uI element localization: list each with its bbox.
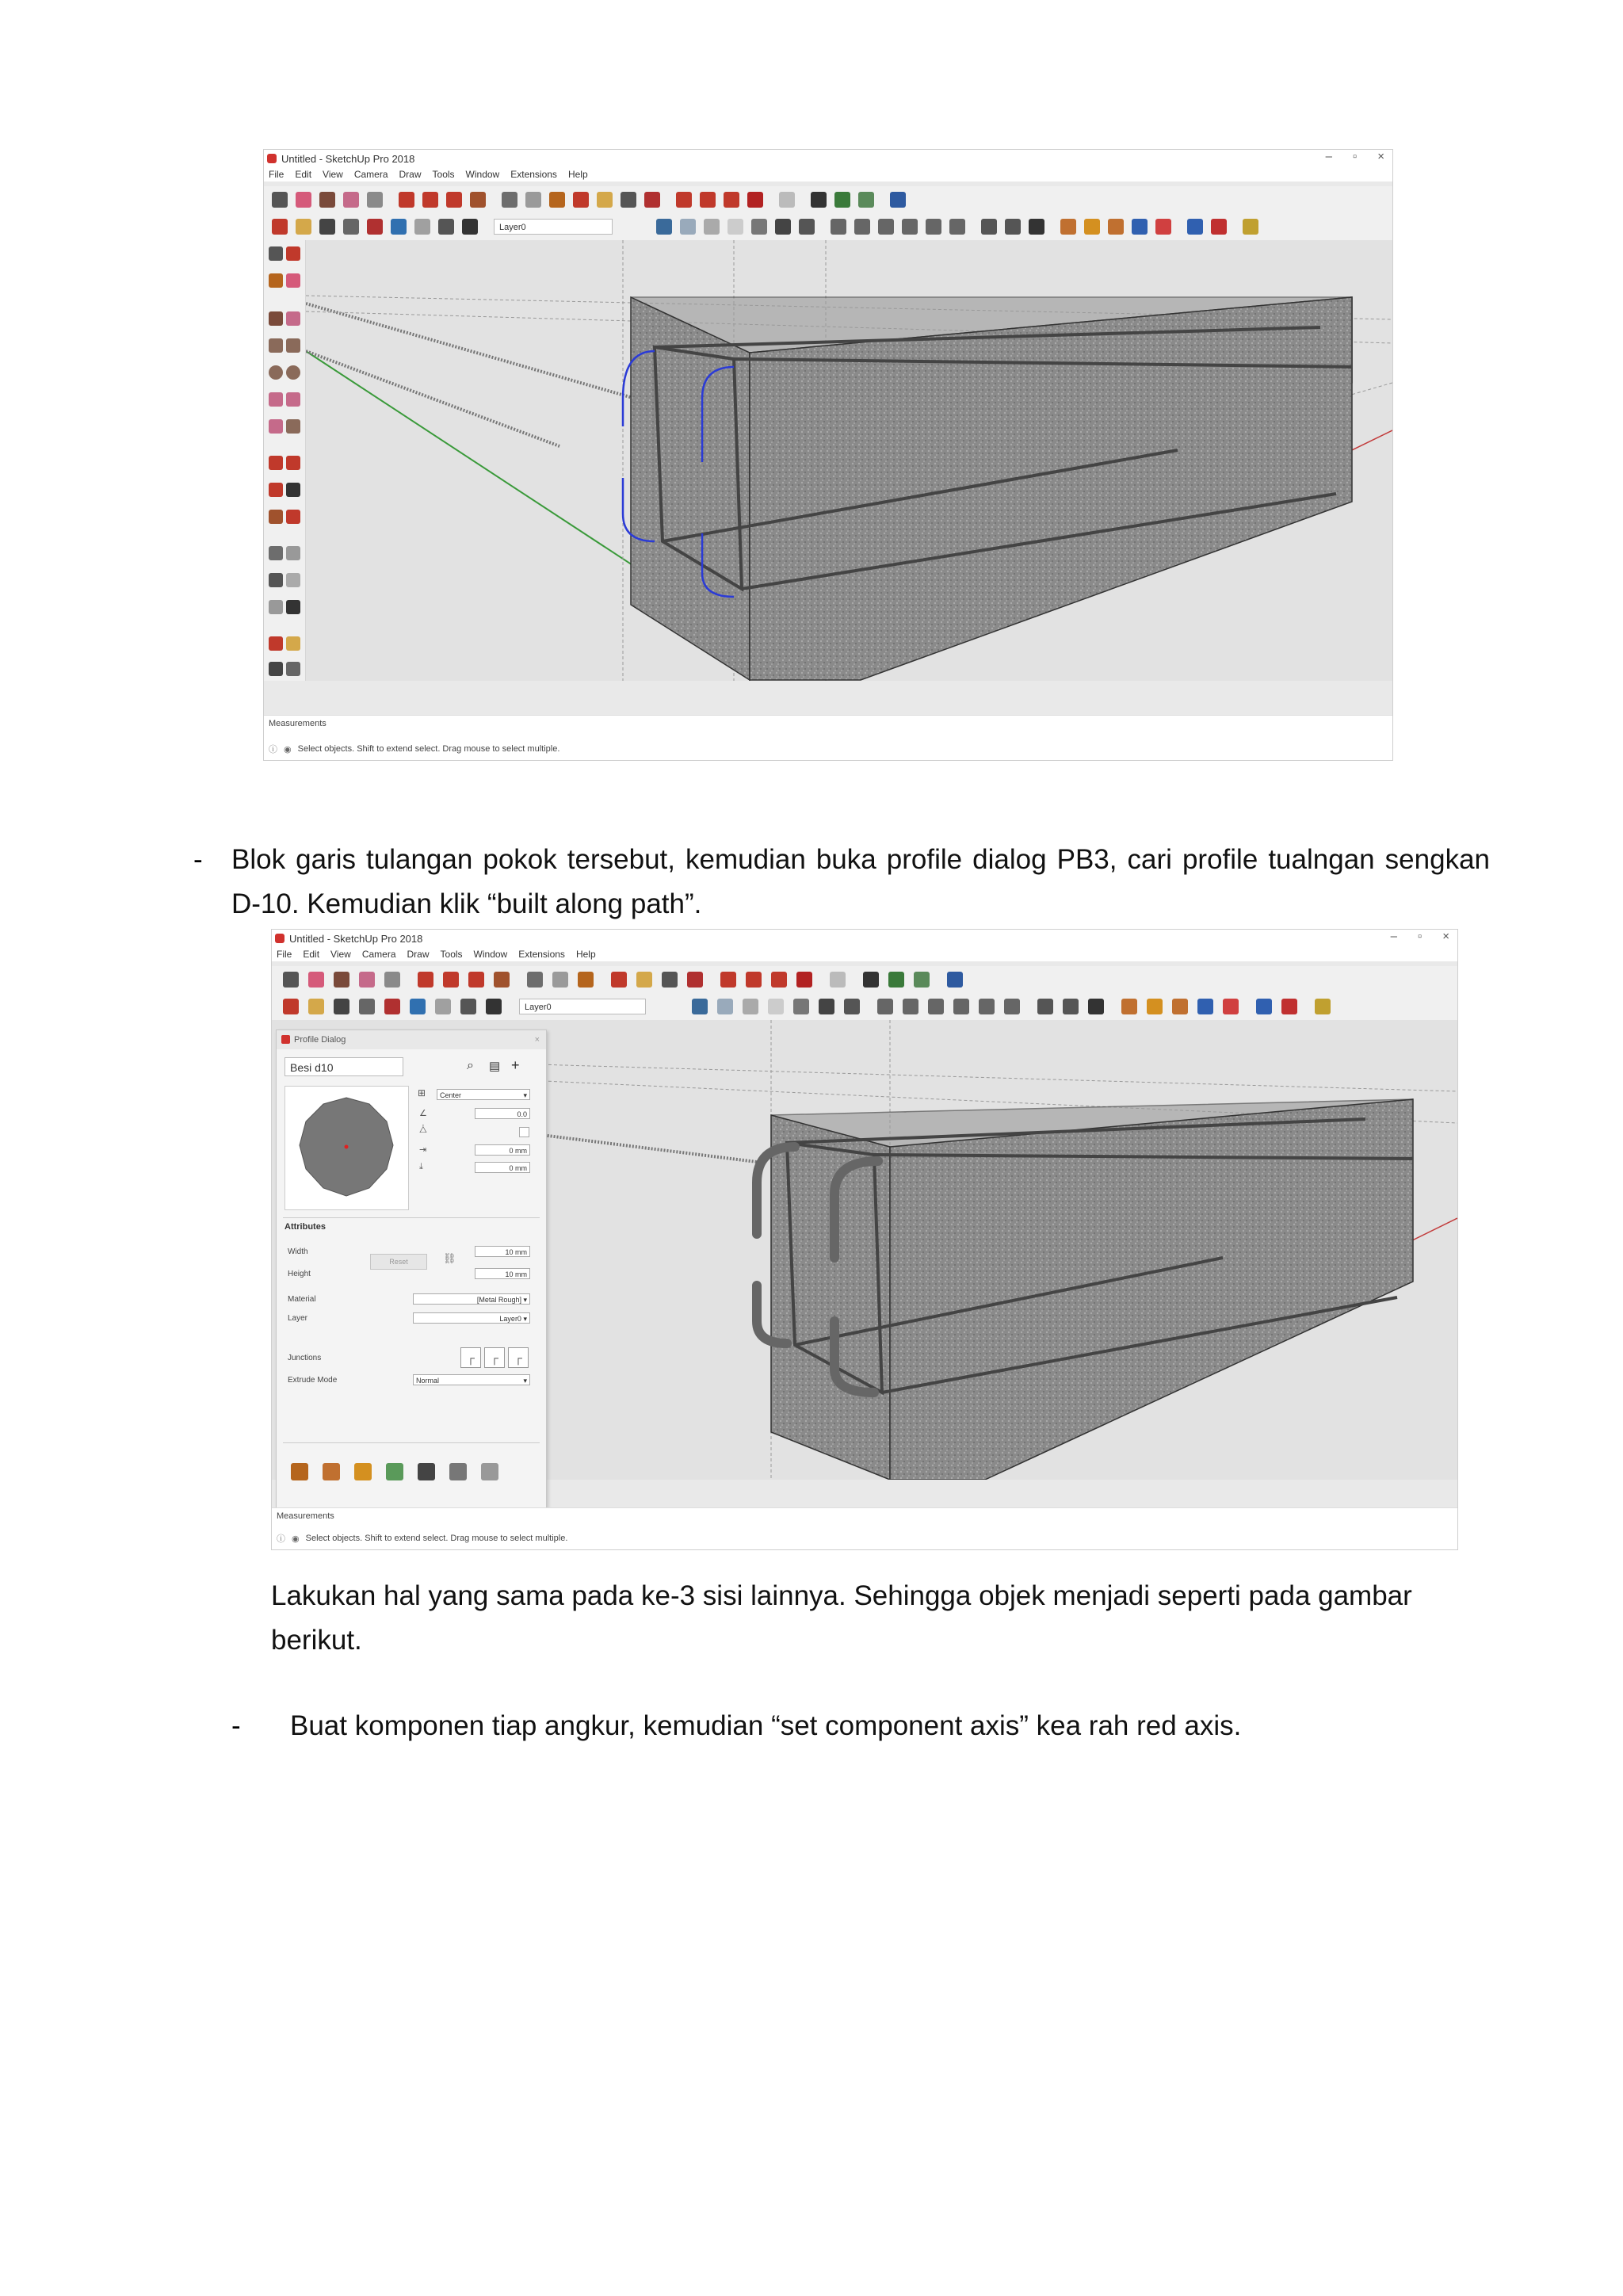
3dtext-tool-icon[interactable] (286, 600, 300, 614)
polygon-tool-icon[interactable] (286, 365, 300, 380)
divider (283, 1217, 540, 1218)
look-around-icon[interactable] (460, 999, 476, 1014)
dimension-tool-icon[interactable] (286, 546, 300, 560)
tool-icon[interactable] (1315, 999, 1331, 1014)
select-tool-icon[interactable] (272, 192, 288, 208)
menu-edit[interactable]: Edit (303, 949, 320, 960)
alignment-value: Center (440, 1091, 462, 1099)
tool-icon[interactable] (1256, 999, 1272, 1014)
material-icon[interactable] (1108, 219, 1124, 235)
window-title: Untitled - SketchUp Pro 2018 (281, 152, 415, 165)
sketchup-logo-icon (267, 154, 277, 163)
tape-tool-icon[interactable] (269, 546, 283, 560)
save-icon[interactable]: ▤ (489, 1060, 501, 1073)
status-bar (264, 715, 1392, 760)
angle-field[interactable] (475, 1108, 530, 1119)
offset-tool-icon[interactable] (286, 510, 300, 524)
front-view-icon[interactable] (878, 219, 894, 235)
list-dash: - (193, 844, 203, 875)
status-hint: Select objects. Shift to extend select. Drag mouse to select multiple. (297, 744, 560, 754)
measurements-label: Measurements (269, 719, 327, 728)
monochrome-icon[interactable] (799, 219, 815, 235)
zoom-extents-icon[interactable] (687, 972, 703, 988)
pushpull-tool-icon[interactable] (286, 456, 300, 470)
eraser-tool-icon[interactable] (296, 192, 311, 208)
profile-builder-icon (281, 1035, 290, 1044)
shaded-icon[interactable] (793, 999, 809, 1014)
menu-camera[interactable]: Camera (353, 169, 388, 180)
zoom-tool-icon[interactable] (621, 192, 636, 208)
material-icon[interactable] (1172, 999, 1188, 1014)
menu-window[interactable]: Window (473, 949, 508, 960)
back-edges-icon[interactable] (717, 999, 733, 1014)
monochrome-icon[interactable] (844, 999, 860, 1014)
paragraph-component-axis: Buat komponen tiap angkur, kemudian “set component axis” kea rah red axis. (290, 1710, 1242, 1741)
extension-warehouse-icon[interactable] (746, 972, 762, 988)
window-controls (1326, 150, 1384, 163)
line-tool-icon[interactable] (319, 192, 335, 208)
menu-view[interactable]: View (323, 169, 343, 180)
select-tool-icon[interactable] (283, 972, 299, 988)
scenes-icon[interactable] (888, 972, 904, 988)
height-value: 10 mm (505, 1270, 527, 1278)
iso-view-icon[interactable] (831, 219, 846, 235)
extrude-mode-value: Normal (416, 1377, 440, 1385)
material-value: [Metal Rough] (476, 1296, 521, 1304)
junctions-label: Junctions (288, 1354, 322, 1362)
ruby-icon[interactable] (796, 972, 812, 988)
material-icon[interactable] (1223, 999, 1239, 1014)
back-edges-icon[interactable] (680, 219, 696, 235)
arc-tool-icon[interactable] (343, 192, 359, 208)
material-icon[interactable] (1060, 219, 1076, 235)
profile-shape (285, 1087, 408, 1209)
menu-extensions[interactable]: Extensions (510, 169, 557, 180)
chevron-down-icon: ▾ (523, 1315, 527, 1323)
layer-value: Layer0 (499, 1315, 521, 1323)
right-view-icon[interactable] (902, 219, 918, 235)
width-label: Width (288, 1247, 308, 1256)
secondary-toolbar (264, 213, 1392, 241)
zoom-window-icon[interactable] (286, 662, 300, 676)
hidden-line-icon[interactable] (727, 219, 743, 235)
layout-icon[interactable] (771, 972, 787, 988)
arc-tool-icon[interactable] (269, 392, 283, 407)
rotate-tool-icon[interactable] (269, 483, 283, 497)
minimize-icon[interactable]: – (1390, 930, 1397, 943)
concrete-block-body (750, 297, 1352, 680)
orbit-tool-icon[interactable] (308, 999, 324, 1014)
zoom-extents-icon[interactable] (367, 219, 383, 235)
menu-bar (272, 947, 1457, 961)
link-icon[interactable]: ⛓ (443, 1252, 456, 1264)
level-icon[interactable] (449, 1463, 467, 1480)
line-tool-icon[interactable] (269, 311, 283, 326)
position-camera-icon[interactable] (435, 999, 451, 1014)
chevron-down-icon: ▾ (523, 1091, 527, 1099)
pushpull-tool-icon[interactable] (418, 972, 433, 988)
offset-y-field[interactable] (475, 1162, 530, 1173)
left-tool-palette (264, 240, 306, 681)
axes-tool-icon[interactable] (269, 600, 283, 614)
concrete-block-front (631, 297, 750, 680)
rotated-rect-icon[interactable] (286, 338, 300, 353)
extension-warehouse-icon[interactable] (700, 192, 716, 208)
height-label: Height (288, 1270, 311, 1278)
ruby-icon[interactable] (747, 192, 763, 208)
followme-tool-icon[interactable] (286, 483, 300, 497)
section-plane-icon[interactable] (462, 219, 478, 235)
left-view-icon[interactable] (1004, 999, 1020, 1014)
tool-icon[interactable] (1187, 219, 1203, 235)
menu-tools[interactable]: Tools (440, 949, 463, 960)
menu-extensions[interactable]: Extensions (518, 949, 565, 960)
menu-camera[interactable]: Camera (361, 949, 396, 960)
material-label: Material (288, 1295, 316, 1304)
divider (283, 1442, 540, 1443)
back-view-icon[interactable] (926, 219, 941, 235)
sketchup-logo-icon (275, 934, 285, 943)
main-toolbar (272, 966, 1457, 994)
width-field[interactable] (475, 1246, 530, 1257)
wireframe-icon[interactable] (704, 219, 720, 235)
orbit-tool-icon[interactable] (269, 636, 283, 651)
shape-tool-icon[interactable] (367, 192, 383, 208)
rectangle-tool-icon[interactable] (269, 338, 283, 353)
layer-dropdown[interactable] (519, 999, 646, 1014)
layer-label: Layer (288, 1314, 308, 1323)
menu-file[interactable]: File (277, 949, 292, 960)
line-tool-icon[interactable] (334, 972, 349, 988)
maximize-icon[interactable]: ▫ (1417, 930, 1423, 943)
zoom-tool-icon[interactable] (662, 972, 678, 988)
hatched-rebar-line (306, 351, 559, 446)
pb3-tool-icon[interactable] (981, 219, 997, 235)
window-controls (1391, 930, 1449, 943)
hatched-rebar-line (510, 1131, 763, 1163)
menu-edit[interactable]: Edit (295, 169, 312, 180)
path-tool-icon[interactable] (386, 1463, 403, 1480)
account-icon[interactable] (779, 192, 795, 208)
pb3-tool-icon[interactable] (1037, 999, 1053, 1014)
close-icon[interactable]: × (1377, 150, 1384, 163)
pb3-tool-icon[interactable] (1063, 999, 1079, 1014)
secondary-toolbar (272, 993, 1457, 1021)
walk-icon[interactable] (391, 219, 407, 235)
zoom-tool-icon[interactable] (269, 662, 283, 676)
pencil-icon[interactable] (481, 1463, 498, 1480)
layer-select[interactable] (413, 1312, 530, 1324)
scale-tool-icon[interactable] (494, 972, 510, 988)
zoom-extents-icon[interactable] (384, 999, 400, 1014)
status-hint-row (269, 743, 559, 755)
walk-icon[interactable] (410, 999, 426, 1014)
orbit-tool-icon[interactable] (611, 972, 627, 988)
look-around-icon[interactable] (438, 219, 454, 235)
pan-tool-icon[interactable] (272, 219, 288, 235)
report-icon[interactable] (418, 1463, 435, 1480)
menu-help[interactable]: Help (575, 949, 596, 960)
top-view-icon[interactable] (903, 999, 918, 1014)
menu-view[interactable]: View (330, 949, 351, 960)
paint-tool-icon[interactable] (578, 972, 594, 988)
material-icon[interactable] (1197, 999, 1213, 1014)
pan-tool-icon[interactable] (286, 636, 300, 651)
guide-line (510, 1064, 1457, 1091)
width-value: 10 mm (505, 1248, 527, 1256)
offset-x-icon: ⇥ (419, 1145, 427, 1155)
paint-tool-icon[interactable] (549, 192, 565, 208)
window-titlebar (264, 150, 1392, 167)
reset-button[interactable] (370, 1254, 427, 1270)
pb3-tool-icon[interactable] (1088, 999, 1104, 1014)
extrude-mode-label: Extrude Mode (288, 1376, 338, 1385)
xray-icon[interactable] (656, 219, 672, 235)
freehand-tool-icon[interactable] (286, 311, 300, 326)
material-select[interactable] (413, 1293, 530, 1305)
wireframe-icon[interactable] (743, 999, 758, 1014)
top-view-icon[interactable] (854, 219, 870, 235)
warehouse-icon[interactable] (676, 192, 692, 208)
status-hint: Select objects. Shift to extend select. Drag mouse to select multiple. (305, 1534, 568, 1543)
layer-dropdown[interactable] (494, 219, 613, 235)
arc-tool-icon[interactable] (359, 972, 375, 988)
offset-y-value: 0 mm (509, 1164, 527, 1172)
list-dash: - (231, 1710, 241, 1741)
shape-tool-icon[interactable] (384, 972, 400, 988)
paragraph-step-block: Blok garis tulangan pokok tersebut, kemudian buka profile dialog PB3, cari profile tualngan sengkan D-10. Kemudian klik “built along path”. (231, 844, 1490, 919)
material-icon[interactable] (1155, 219, 1171, 235)
warehouse-icon[interactable] (720, 972, 736, 988)
paint-tool-icon[interactable] (269, 273, 283, 288)
junction-square-icon[interactable]: ┌ (508, 1347, 529, 1368)
minimize-icon[interactable]: – (1325, 150, 1332, 163)
zoom-extents-icon[interactable] (644, 192, 660, 208)
angle-icon: ∠ (419, 1109, 427, 1118)
rotate-tool-icon[interactable] (446, 192, 462, 208)
offset-x-field[interactable] (475, 1144, 530, 1156)
arc2-tool-icon[interactable] (286, 392, 300, 407)
position-camera-icon[interactable] (414, 219, 430, 235)
menu-window[interactable]: Window (465, 169, 500, 180)
pie-tool-icon[interactable] (286, 419, 300, 434)
maximize-icon[interactable]: ▫ (1352, 150, 1358, 163)
profile-search-input[interactable] (285, 1057, 403, 1076)
zoom-window-icon[interactable] (359, 999, 375, 1014)
sandbox-icon[interactable] (947, 972, 963, 988)
credit-icon[interactable]: ◉ (292, 1534, 300, 1544)
orbit-tool-icon[interactable] (296, 219, 311, 235)
geolocation-icon[interactable] (811, 192, 827, 208)
pb3-tool-icon[interactable] (1005, 219, 1021, 235)
scale-tool-icon[interactable] (269, 510, 283, 524)
menu-file[interactable]: File (269, 169, 285, 180)
left-view-icon[interactable] (949, 219, 965, 235)
profile-dialog-titlebar (277, 1030, 546, 1049)
model-drawing (306, 240, 1392, 681)
profile-dialog (276, 1030, 547, 1515)
status-bar (272, 1507, 1457, 1549)
pb3-tool-icon[interactable] (1029, 219, 1044, 235)
move-tool-icon[interactable] (443, 972, 459, 988)
menu-tools[interactable]: Tools (432, 169, 455, 180)
alignment-grid-icon[interactable]: ⊞ (418, 1087, 426, 1098)
material-icon[interactable] (1147, 999, 1163, 1014)
move-tool-icon[interactable] (269, 456, 283, 470)
junction-miter-icon[interactable]: ┌ (460, 1347, 481, 1368)
chevron-down-icon: ▾ (523, 1296, 527, 1304)
menu-help[interactable]: Help (567, 169, 588, 180)
account-icon[interactable] (830, 972, 846, 988)
mirror-checkbox[interactable] (519, 1127, 529, 1137)
menu-draw[interactable]: Draw (399, 169, 422, 180)
component-tool-icon[interactable] (286, 246, 300, 261)
profile-search-value: Besi d10 (290, 1061, 334, 1074)
arc3-tool-icon[interactable] (269, 419, 283, 434)
section-plane-icon[interactable] (486, 999, 502, 1014)
measurements-label: Measurements (277, 1511, 334, 1521)
build-along-path-icon[interactable] (291, 1463, 308, 1480)
layer-dropdown-value: Layer0 (525, 1003, 552, 1012)
status-hint-row (277, 1532, 567, 1545)
front-view-icon[interactable] (928, 999, 944, 1014)
layer-dropdown-value: Layer0 (499, 223, 526, 232)
layout-icon[interactable] (724, 192, 739, 208)
back-view-icon[interactable] (979, 999, 995, 1014)
shaded-textures-icon[interactable] (775, 219, 791, 235)
add-icon[interactable]: + (511, 1057, 520, 1073)
tape-tool-icon[interactable] (527, 972, 543, 988)
pan-tool-icon[interactable] (636, 972, 652, 988)
screenshot-sketchup-1 (263, 149, 1393, 761)
right-view-icon[interactable] (953, 999, 969, 1014)
chevron-down-icon: ▾ (523, 1377, 527, 1385)
window-title: Untitled - SketchUp Pro 2018 (289, 932, 423, 945)
material-icon[interactable] (1084, 219, 1100, 235)
tag-icon[interactable] (914, 972, 930, 988)
window-titlebar (272, 930, 1457, 947)
credit-icon[interactable]: ◉ (284, 744, 292, 755)
tool-icon[interactable] (1243, 219, 1258, 235)
extrude-mode-select[interactable] (413, 1374, 530, 1385)
scenes-icon[interactable] (834, 192, 850, 208)
offset-y-icon: ⤓ (419, 1162, 423, 1171)
select-tool-icon[interactable] (269, 246, 283, 261)
info-icon[interactable]: ⓘ (277, 1534, 285, 1544)
reset-label: Reset (389, 1258, 408, 1266)
alignment-select[interactable] (437, 1089, 530, 1100)
sandbox-icon[interactable] (890, 192, 906, 208)
move-tool-icon[interactable] (422, 192, 438, 208)
material-icon[interactable] (1132, 219, 1148, 235)
shaded-icon[interactable] (751, 219, 767, 235)
eraser-tool-icon[interactable] (308, 972, 324, 988)
info-icon[interactable]: ⓘ (269, 745, 277, 755)
geolocation-icon[interactable] (863, 972, 879, 988)
tag-icon[interactable] (858, 192, 874, 208)
pan-tool-icon[interactable] (283, 999, 299, 1014)
pan-tool-icon[interactable] (597, 192, 613, 208)
3d-viewport[interactable] (306, 240, 1392, 681)
close-icon[interactable]: × (1442, 930, 1449, 943)
close-icon[interactable]: × (534, 1035, 540, 1045)
main-toolbar (264, 186, 1392, 214)
hidden-line-icon[interactable] (768, 999, 784, 1014)
tool-icon[interactable] (1281, 999, 1297, 1014)
screenshot-sketchup-2 (271, 929, 1458, 1550)
menu-draw[interactable]: Draw (407, 949, 430, 960)
profile-preview (285, 1086, 409, 1210)
rotate-tool-icon[interactable] (468, 972, 484, 988)
text-tool-icon[interactable] (525, 192, 541, 208)
zoom-tool-icon[interactable] (319, 219, 335, 235)
eraser-tool-icon[interactable] (286, 273, 300, 288)
profile-dialog-title: Profile Dialog (294, 1035, 346, 1045)
build-component-icon[interactable] (354, 1463, 372, 1480)
attributes-heading: Attributes (285, 1222, 326, 1232)
paragraph-repeat-sides: Lakukan hal yang sama pada ke-3 sisi lainnya. Sehingga objek menjadi seperti pada gambar berikut. (271, 1580, 1412, 1656)
height-field[interactable] (475, 1268, 530, 1279)
zoom-window-icon[interactable] (343, 219, 359, 235)
protractor-tool-icon[interactable] (269, 573, 283, 587)
offset-x-value: 0 mm (509, 1147, 527, 1155)
zoom-tool-icon[interactable] (334, 999, 349, 1014)
text-tool-icon[interactable] (286, 573, 300, 587)
menu-bar (264, 167, 1392, 181)
circle-tool-icon[interactable] (269, 365, 283, 380)
shaded-textures-icon[interactable] (819, 999, 834, 1014)
mirror-icon: ⧊ (419, 1125, 427, 1135)
junction-round-icon[interactable]: ┌ (484, 1347, 505, 1368)
scale-tool-icon[interactable] (470, 192, 486, 208)
iso-view-icon[interactable] (877, 999, 893, 1014)
angle-value: 0.0 (517, 1110, 527, 1118)
xray-icon[interactable] (692, 999, 708, 1014)
build-from-faces-icon[interactable] (323, 1463, 340, 1480)
orbit-tool-icon[interactable] (573, 192, 589, 208)
text-tool-icon[interactable] (552, 972, 568, 988)
material-icon[interactable] (1121, 999, 1137, 1014)
tool-icon[interactable] (1211, 219, 1227, 235)
tape-tool-icon[interactable] (502, 192, 517, 208)
search-icon[interactable]: ⌕ (467, 1059, 474, 1072)
pushpull-tool-icon[interactable] (399, 192, 414, 208)
